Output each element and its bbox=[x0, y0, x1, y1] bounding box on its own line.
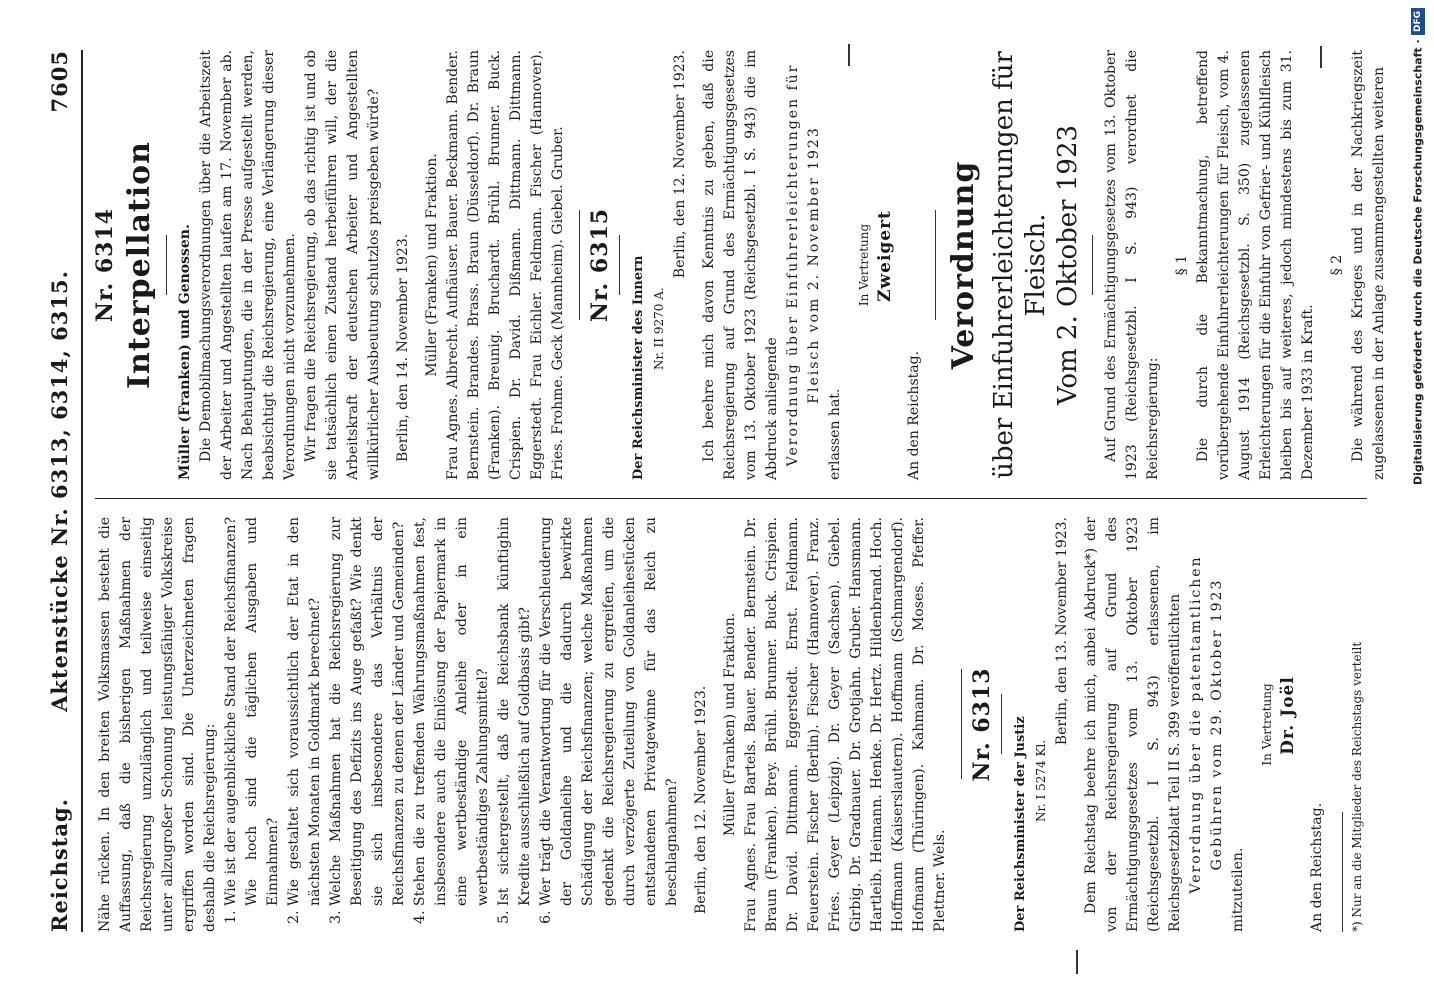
verordnung-date: Vom 2. Oktober 1923 bbox=[1053, 124, 1083, 406]
margin-mark bbox=[848, 44, 850, 66]
interpellation-head: Müller (Franken) und Genossen. bbox=[177, 224, 193, 480]
interpellation-body: Die Demobilmachungsverordnungen über die Arbeitszeit der Arbeiter und Angestellten laufen am 17. November ab. Nach Behauptungen, die in der Presse aufgestellt werden, beabsichtigt die Reichsregierung, eine Verlängerung dieser Verordnungen nicht vorzunehmen. bbox=[198, 50, 298, 480]
document-number-6315: Nr. 6315 bbox=[587, 207, 613, 323]
section-rule bbox=[935, 210, 936, 320]
document-number-6314: Nr. 6314 bbox=[92, 207, 118, 323]
ordinance-title: Verordnung über die patentamtlichen Gebühren vom 29. Oktober 1923 bbox=[1188, 555, 1225, 894]
section-1-text: Die durch die Bekanntmachung, betreffend vorübergehende Einfuhrerleichterungen für Fleisch, vom 4. August 1914 (Reichsgesetzbl. S. 350) zugelassenen Erleichterungen für die Einfuhr von Gefrier- und Kühlfleisch bleiben bis auf weiteres, jedoch mindestens bis zum 31. Dezember 1933 in Kraft. bbox=[1195, 50, 1316, 480]
section-rule bbox=[961, 670, 962, 780]
signature: Dr. Joël bbox=[1278, 676, 1298, 755]
left-column bbox=[95, 517, 1387, 932]
document-number-6313: Nr. 6313 bbox=[969, 667, 995, 782]
page-header bbox=[47, 50, 77, 932]
ministry-heading: Der Reichsminister der Justiz bbox=[1013, 716, 1028, 932]
in-vertretung: In Vertretung bbox=[857, 223, 871, 307]
question-item: 5. Ist sichergestellt, daß die Reichsbank künftighin Kredite ausschließlich auf Goldbasis gibt? bbox=[494, 517, 536, 906]
page-number: 7605 bbox=[47, 50, 72, 113]
signatories-list: Frau Agnes. Albrecht. Aufhäuser. Bauer. Beckmann. Bender. Bernstein. Brandes. Brass. Braun (Düsseldorf). Dr. Braun (Franken). Breunig. Bruchardt. Brühl. Brunner. Buck. Crispien. Dr. David. Dißmann. Dittmann. Dittmann. Eggerstedt. Frau Eichler. Feldmann. Fischer (Hannover). Fries. Frohme. Geck (Mannheim). Giebel. Gruber. bbox=[445, 50, 566, 480]
credit-text: Digitalisierung gefördert durch die Deutsche Forschungsgemeinschaft · bbox=[1411, 39, 1425, 485]
short-rule bbox=[1001, 695, 1002, 755]
footnote-rule bbox=[1342, 812, 1343, 932]
file-reference: Nr. I 5274 Kl. bbox=[1034, 739, 1048, 822]
header-left: Reichstag. bbox=[47, 798, 72, 932]
short-rule bbox=[619, 235, 620, 295]
document-page bbox=[27, 20, 1407, 980]
letter-closing: mitzuteilen. bbox=[1230, 847, 1246, 932]
interpellation-date: Berlin, den 14. November 1923. bbox=[395, 233, 411, 462]
addressee: An den Reichstag. bbox=[1309, 802, 1325, 932]
digitization-credit bbox=[1408, 8, 1428, 992]
letter-body: Ich beehre mich davon Kenntnis zu geben, daß die Reichsregierung auf Grund des Ermächtigungsgesetzes vom 13. Oktober 1923 (Reichsgesetzbl. I S. 943) die im Abdruck anliegende bbox=[701, 50, 780, 480]
in-vertretung: In Vertretung bbox=[1260, 683, 1274, 766]
addressee: An den Reichstag. bbox=[906, 350, 922, 480]
margin-mark bbox=[1076, 950, 1078, 974]
question-item: 1. Wie ist der augenblickliche Stand der Reichsfinanzen? Wie hoch sind die täglichen Ausgaben und Einnahmen? bbox=[221, 517, 284, 906]
interpellation-title: Interpellation bbox=[122, 141, 157, 389]
ministry-heading: Der Reichsminister des Innern bbox=[631, 255, 646, 480]
header-title: Aktenstücke Nr. 6313, 6314, 6315. bbox=[47, 270, 72, 712]
dfg-logo: DFG bbox=[1411, 8, 1425, 35]
letter-closing: erlassen hat. bbox=[827, 388, 843, 480]
signature: Zweigert bbox=[875, 210, 895, 302]
margin-mark bbox=[1320, 46, 1322, 68]
right-column bbox=[92, 50, 1387, 480]
section-1-label: § 1 bbox=[1174, 254, 1190, 276]
letter-date: Berlin, den 13. November 1923. bbox=[1054, 517, 1070, 746]
section-2-text: Die während des Krieges und in der Nachkriegszeit zugelassenen in der Anlage zusammengestellten weiteren bbox=[1350, 50, 1387, 480]
question-item: 2. Wie gestaltet sich voraussichtlich der Etat in den nächsten Monaten in Goldmark berechnet? bbox=[284, 517, 326, 906]
signatories-head: Müller (Franken) und Fraktion. bbox=[424, 153, 440, 377]
verordnung-heading: Verordnung bbox=[946, 160, 981, 370]
short-rule bbox=[1092, 235, 1093, 295]
interpellation-date: Berlin, den 12. November 1923. bbox=[693, 685, 709, 914]
interpellation-question: Wir fragen die Reichsregierung, ob das richtig ist und ob sie tatsächlich einen Zustand herbeiführen will, der die Arbeitskraft der deutschen Arbeiter und Angestellten willkürlicher Ausbeutung schutzlos preisgeben würde? bbox=[303, 50, 382, 480]
file-reference: Nr. II 9270 A. bbox=[652, 287, 666, 370]
verordnung-subtitle: über Einfuhrerleichterungen für Fleisch. bbox=[989, 51, 1051, 479]
letter-body: Dem Reichstag beehre ich mich, anbei Abdruck*) der von der Reichsregierung auf Grund des Ermächtigungsgesetzes vom 13. Oktober 1923 (Reichsgesetzbl. I S. 943) erlassenen, im Reichsgesetzblatt Teil II S. 399 veröffentlichten bbox=[1083, 517, 1183, 932]
column-divider bbox=[95, 498, 1367, 499]
section-rule bbox=[579, 210, 580, 320]
ordinance-title: Verordnung über Einfuhrerleichterungen für Fleisch vom 2. November 1923 bbox=[785, 63, 822, 467]
preamble: Auf Grund des Ermächtigungsgesetzes vom 13. Oktober 1923 (Reichsgesetzbl. I S. 943) verordnet die Reichsregierung: bbox=[1103, 50, 1161, 480]
question-item: 3. Welche Maßnahmen hat die Reichsregierung zur Beseitigung des Defizits ins Auge gefaßt? Wie denkt sie sich insbesondere das Verhältnis der Reichsfinanzen zu denen der Länder und Gemeinden? bbox=[326, 517, 410, 906]
signatories-list: Frau Agnes. Frau Bartels. Bauer. Bender. Bernstein. Dr. Braun (Franken). Brey. Brühl. Brunner. Buck. Crispien. Dr. David. Dittmann. Eggerstedt. Ernst. Feldmann. Feuerstein. Fischer (Berlin). Fischer (Hannover). Franz. Fries. Geyer (Leipzig). Dr. Geyer (Sachsen). Giebel. Girbig. Dr. Gradnauer. Dr. Grotjahn. Gruber. Hansmann. Hartleib. Heimann. Henke. Dr. Hertz. Hildenbrand. Hoch. Hoffmann (Kaiserslautern). Hoffmann (Schmargendorf). Hofmann (Thüringen). Kahmann. Dr. Moses. Pfeffer. Plettner. Wels. bbox=[743, 517, 948, 932]
question-list bbox=[221, 517, 683, 932]
footnote: *) Nur an die Mitglieder des Reichstags verteilt bbox=[1350, 641, 1364, 932]
short-rule bbox=[166, 235, 167, 295]
header-rule bbox=[81, 50, 83, 932]
question-item: 6. Wer trägt die Verantwortung für die Verschleuderung der Goldanleihe und die dadurch bewirkte Schädigung der Reichsfinanzen; welche Maßnahmen gedenkt die Reichsregierung zu ergreifen, um die durch verzögerte Zuteilung von Goldanleihestücken entstandenen Privatgewinne für das Reich zu beschlagnahmen? bbox=[536, 517, 683, 906]
question-item: 4. Stehen die zu treffenden Währungsmaßnahmen fest, insbesondere auch die Einlösung der Papiermark in eine wertbeständige Anleihe oder in ein wertbeständiges Zahlungsmittel? bbox=[410, 517, 494, 906]
letter-date: Berlin, den 12. November 1923. bbox=[672, 50, 688, 279]
section-2-label: § 2 bbox=[1329, 254, 1345, 276]
intro-paragraph: Nähe rücken. In den breiten Volksmassen besteht die Auffassung, daß die bisherigen Maßnahmen der Reichsregierung unzulänglich und teilweise einseitig unter allzugroßer Schonung leistungsfähiger Volkskreise ergriffen worden sind. Die Unterzeichneten fragen deshalb die Reichsregierung: bbox=[97, 517, 218, 932]
signatories-head: Müller (Franken) und Fraktion. bbox=[722, 612, 738, 837]
